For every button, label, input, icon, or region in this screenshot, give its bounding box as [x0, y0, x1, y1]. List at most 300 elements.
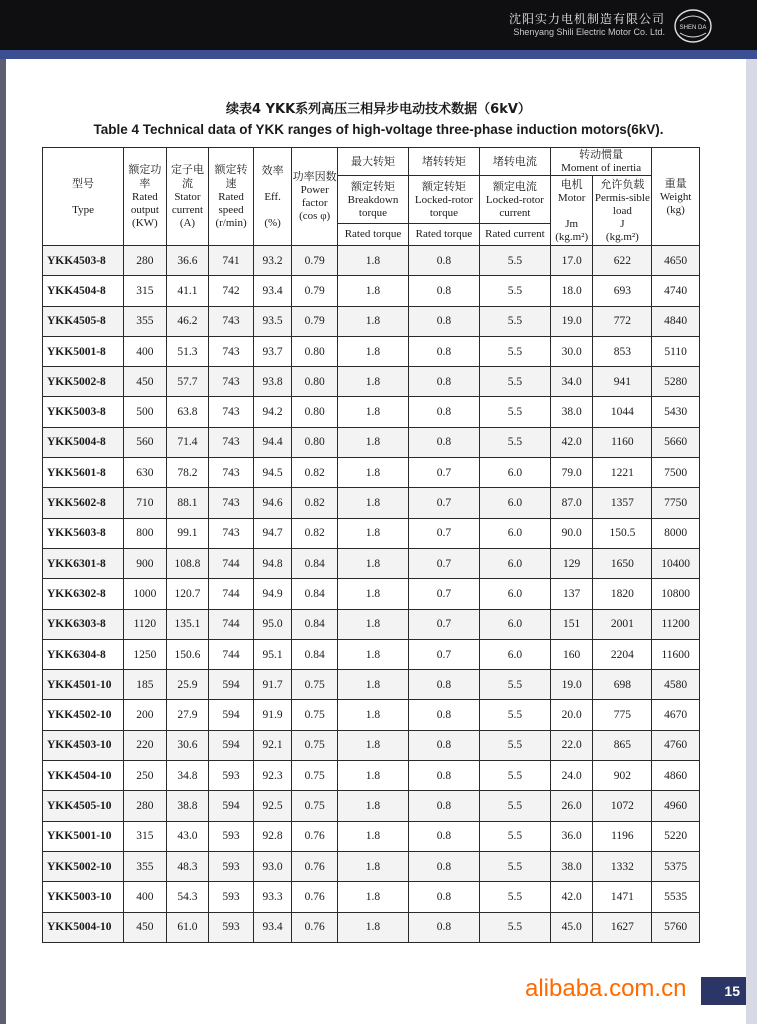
data-cell: 22.0	[550, 730, 593, 760]
data-cell: 34.8	[166, 761, 209, 791]
model-cell: YKK5001-10	[43, 821, 124, 851]
data-cell: 92.1	[253, 730, 292, 760]
data-cell: 150.6	[166, 639, 209, 669]
header-locked-current-cn: 堵转电流	[479, 148, 550, 176]
table-row	[43, 367, 700, 397]
data-cell: 1.8	[337, 336, 408, 366]
data-cell: 0.8	[408, 730, 479, 760]
data-cell: 93.0	[253, 851, 292, 881]
data-cell: 1650	[593, 548, 652, 578]
model-cell: YKK5004-8	[43, 427, 124, 457]
data-cell: 0.8	[408, 912, 479, 942]
model-cell: YKK5003-10	[43, 882, 124, 912]
data-cell: 743	[209, 427, 254, 457]
data-cell: 1.8	[337, 579, 408, 609]
data-cell: 129	[550, 548, 593, 578]
data-cell: 30.0	[550, 336, 593, 366]
data-cell: 450	[124, 367, 167, 397]
data-cell: 698	[593, 670, 652, 700]
data-cell: 93.4	[253, 276, 292, 306]
data-cell: 19.0	[550, 306, 593, 336]
data-cell: 0.7	[408, 548, 479, 578]
model-cell: YKK6304-8	[43, 639, 124, 669]
data-cell: 4860	[652, 761, 700, 791]
data-cell: 902	[593, 761, 652, 791]
header-accent-strip	[0, 50, 757, 59]
data-cell: 0.80	[292, 367, 338, 397]
data-cell: 4670	[652, 700, 700, 730]
data-cell: 0.8	[408, 791, 479, 821]
data-cell: 0.8	[408, 761, 479, 791]
data-cell: 5.5	[479, 306, 550, 336]
model-cell: YKK4503-10	[43, 730, 124, 760]
data-cell: 0.82	[292, 458, 338, 488]
data-cell: 0.76	[292, 882, 338, 912]
data-cell: 0.76	[292, 912, 338, 942]
data-cell: 593	[209, 761, 254, 791]
page-number: 15	[701, 977, 746, 1005]
header-speed: 额定转速 Rated speed (r/min)	[209, 148, 254, 246]
model-cell: YKK4504-8	[43, 276, 124, 306]
data-cell: 1044	[593, 397, 652, 427]
data-cell: 593	[209, 882, 254, 912]
data-cell: 593	[209, 912, 254, 942]
data-cell: 1.8	[337, 397, 408, 427]
data-cell: 137	[550, 579, 593, 609]
data-cell: 93.2	[253, 246, 292, 276]
data-cell: 5660	[652, 427, 700, 457]
table-row	[43, 851, 700, 881]
model-cell: YKK5601-8	[43, 458, 124, 488]
data-cell: 120.7	[166, 579, 209, 609]
data-cell: 5.5	[479, 670, 550, 700]
data-cell: 7750	[652, 488, 700, 518]
data-cell: 693	[593, 276, 652, 306]
data-cell: 1.8	[337, 639, 408, 669]
data-cell: 108.8	[166, 548, 209, 578]
data-cell: 42.0	[550, 427, 593, 457]
data-cell: 0.8	[408, 670, 479, 700]
data-cell: 5760	[652, 912, 700, 942]
table-row	[43, 246, 700, 276]
data-cell: 941	[593, 367, 652, 397]
right-edge-strip	[746, 59, 757, 1024]
data-cell: 93.5	[253, 306, 292, 336]
data-cell: 5.5	[479, 882, 550, 912]
table-title-cn: 续表4 YKK系列高压三相异步电动技术数据（6kV）	[226, 102, 531, 117]
data-cell: 94.6	[253, 488, 292, 518]
data-cell: 54.3	[166, 882, 209, 912]
data-cell: 0.8	[408, 882, 479, 912]
data-cell: 94.8	[253, 548, 292, 578]
data-cell: 0.75	[292, 700, 338, 730]
data-cell: 0.79	[292, 306, 338, 336]
table-row	[43, 761, 700, 791]
data-cell: 1.8	[337, 458, 408, 488]
data-cell: 92.5	[253, 791, 292, 821]
data-cell: 11200	[652, 609, 700, 639]
data-cell: 7500	[652, 458, 700, 488]
header-rated-current: Rated current	[479, 224, 550, 246]
data-cell: 94.5	[253, 458, 292, 488]
data-cell: 800	[124, 518, 167, 548]
model-cell: YKK5603-8	[43, 518, 124, 548]
header-locked-torque: 额定转矩 Locked-rotor torque	[408, 176, 479, 224]
data-cell: 593	[209, 851, 254, 881]
data-cell: 280	[124, 791, 167, 821]
data-cell: 57.7	[166, 367, 209, 397]
header-type: 型号 Type	[43, 148, 124, 246]
data-cell: 79.0	[550, 458, 593, 488]
data-cell: 315	[124, 276, 167, 306]
data-cell: 0.7	[408, 518, 479, 548]
data-cell: 6.0	[479, 458, 550, 488]
data-cell: 27.9	[166, 700, 209, 730]
model-cell: YKK4505-10	[43, 791, 124, 821]
left-edge-strip	[0, 59, 6, 1024]
data-cell: 5.5	[479, 791, 550, 821]
data-cell: 87.0	[550, 488, 593, 518]
model-cell: YKK4504-10	[43, 761, 124, 791]
data-cell: 0.79	[292, 246, 338, 276]
data-cell: 6.0	[479, 609, 550, 639]
data-cell: 5.5	[479, 730, 550, 760]
data-cell: 0.76	[292, 851, 338, 881]
data-cell: 5280	[652, 367, 700, 397]
data-cell: 1.8	[337, 246, 408, 276]
header-rated-torque-1: Rated torque	[337, 224, 408, 246]
data-cell: 30.6	[166, 730, 209, 760]
data-cell: 94.7	[253, 518, 292, 548]
data-cell: 41.1	[166, 276, 209, 306]
data-cell: 63.8	[166, 397, 209, 427]
data-cell: 1.8	[337, 700, 408, 730]
data-cell: 0.76	[292, 821, 338, 851]
data-cell: 38.0	[550, 397, 593, 427]
data-cell: 4650	[652, 246, 700, 276]
data-cell: 6.0	[479, 639, 550, 669]
data-cell: 220	[124, 730, 167, 760]
data-cell: 1.8	[337, 306, 408, 336]
data-cell: 0.75	[292, 791, 338, 821]
data-cell: 4760	[652, 730, 700, 760]
data-cell: 1.8	[337, 821, 408, 851]
data-cell: 0.75	[292, 730, 338, 760]
data-cell: 2001	[593, 609, 652, 639]
data-cell: 743	[209, 458, 254, 488]
data-cell: 0.80	[292, 397, 338, 427]
table-body	[43, 246, 700, 943]
data-cell: 5.5	[479, 397, 550, 427]
data-cell: 6.0	[479, 488, 550, 518]
data-cell: 19.0	[550, 670, 593, 700]
watermark: alibaba.com.cn	[525, 975, 687, 1002]
company-block	[509, 12, 665, 38]
table-row	[43, 639, 700, 669]
table-row	[43, 609, 700, 639]
data-cell: 1160	[593, 427, 652, 457]
data-cell: 160	[550, 639, 593, 669]
data-cell: 5220	[652, 821, 700, 851]
data-cell: 10400	[652, 548, 700, 578]
data-cell: 772	[593, 306, 652, 336]
data-cell: 744	[209, 639, 254, 669]
data-cell: 135.1	[166, 609, 209, 639]
data-cell: 0.8	[408, 276, 479, 306]
header-motor-inertia: 电机 Motor Jm (kg.m²)	[550, 176, 593, 246]
data-cell: 5.5	[479, 367, 550, 397]
data-cell: 1.8	[337, 427, 408, 457]
data-cell: 710	[124, 488, 167, 518]
data-cell: 0.8	[408, 306, 479, 336]
data-cell: 5.5	[479, 700, 550, 730]
data-cell: 1000	[124, 579, 167, 609]
data-cell: 0.8	[408, 367, 479, 397]
data-cell: 315	[124, 821, 167, 851]
data-cell: 6.0	[479, 518, 550, 548]
data-cell: 1250	[124, 639, 167, 669]
company-name-en: Shenyang Shili Electric Motor Co. Ltd.	[513, 27, 665, 37]
data-cell: 20.0	[550, 700, 593, 730]
data-cell: 5.5	[479, 761, 550, 791]
model-cell: YKK5002-10	[43, 851, 124, 881]
data-cell: 1.8	[337, 912, 408, 942]
data-cell: 0.84	[292, 639, 338, 669]
header-locked-torque-cn: 堵转转矩	[408, 148, 479, 176]
data-cell: 185	[124, 670, 167, 700]
data-cell: 743	[209, 518, 254, 548]
data-cell: 48.3	[166, 851, 209, 881]
data-cell: 10800	[652, 579, 700, 609]
data-cell: 594	[209, 791, 254, 821]
data-cell: 1471	[593, 882, 652, 912]
table-row	[43, 397, 700, 427]
data-cell: 4840	[652, 306, 700, 336]
data-cell: 0.7	[408, 488, 479, 518]
model-cell: YKK4501-10	[43, 670, 124, 700]
data-cell: 0.79	[292, 276, 338, 306]
data-cell: 93.8	[253, 367, 292, 397]
table-row	[43, 276, 700, 306]
data-cell: 900	[124, 548, 167, 578]
data-cell: 743	[209, 488, 254, 518]
data-cell: 93.4	[253, 912, 292, 942]
data-cell: 280	[124, 246, 167, 276]
data-cell: 775	[593, 700, 652, 730]
data-cell: 594	[209, 730, 254, 760]
model-cell: YKK4502-10	[43, 700, 124, 730]
data-cell: 2204	[593, 639, 652, 669]
data-cell: 92.3	[253, 761, 292, 791]
model-cell: YKK4503-8	[43, 246, 124, 276]
data-cell: 94.9	[253, 579, 292, 609]
data-cell: 743	[209, 336, 254, 366]
company-name-cn: 沈阳实力电机制造有限公司	[508, 12, 665, 26]
table-row	[43, 548, 700, 578]
data-cell: 95.0	[253, 609, 292, 639]
data-cell: 90.0	[550, 518, 593, 548]
data-cell: 0.84	[292, 579, 338, 609]
data-cell: 18.0	[550, 276, 593, 306]
data-cell: 741	[209, 246, 254, 276]
data-cell: 91.9	[253, 700, 292, 730]
table-row	[43, 579, 700, 609]
data-cell: 51.3	[166, 336, 209, 366]
data-cell: 88.1	[166, 488, 209, 518]
model-cell: YKK5003-8	[43, 397, 124, 427]
company-logo-icon	[673, 7, 713, 45]
model-cell: YKK6301-8	[43, 548, 124, 578]
data-cell: 6.0	[479, 548, 550, 578]
data-cell: 865	[593, 730, 652, 760]
data-cell: 43.0	[166, 821, 209, 851]
table-row	[43, 791, 700, 821]
data-cell: 1332	[593, 851, 652, 881]
data-cell: 95.1	[253, 639, 292, 669]
header-load-inertia: 允许负载 Permis-sible load J (kg.m²)	[593, 176, 652, 246]
data-cell: 0.8	[408, 336, 479, 366]
data-cell: 1.8	[337, 276, 408, 306]
data-cell: 743	[209, 397, 254, 427]
table-row	[43, 912, 700, 942]
data-cell: 36.6	[166, 246, 209, 276]
data-cell: 0.8	[408, 700, 479, 730]
data-cell: 11600	[652, 639, 700, 669]
data-cell: 0.80	[292, 336, 338, 366]
header-current: 定子电流 Stator current (A)	[166, 148, 209, 246]
data-cell: 94.2	[253, 397, 292, 427]
data-cell: 4960	[652, 791, 700, 821]
header-output: 额定功率 Rated output (KW)	[124, 148, 167, 246]
header-breakdown-torque-cn: 最大转矩	[337, 148, 408, 176]
data-cell: 93.7	[253, 336, 292, 366]
data-cell: 743	[209, 367, 254, 397]
header-breakdown-torque: 额定转矩 Breakdown torque	[337, 176, 408, 224]
data-cell: 0.8	[408, 427, 479, 457]
data-cell: 71.4	[166, 427, 209, 457]
data-cell: 200	[124, 700, 167, 730]
data-cell: 92.8	[253, 821, 292, 851]
data-cell: 5.5	[479, 336, 550, 366]
data-cell: 593	[209, 821, 254, 851]
data-cell: 1221	[593, 458, 652, 488]
data-cell: 622	[593, 246, 652, 276]
header-power-factor: 功率因数 Power factor (cos φ)	[292, 148, 338, 246]
data-cell: 8000	[652, 518, 700, 548]
data-cell: 0.84	[292, 609, 338, 639]
data-cell: 5.5	[479, 821, 550, 851]
data-cell: 0.82	[292, 518, 338, 548]
model-cell: YKK5004-10	[43, 912, 124, 942]
data-cell: 0.84	[292, 548, 338, 578]
data-cell: 0.8	[408, 246, 479, 276]
data-cell: 0.7	[408, 458, 479, 488]
data-cell: 45.0	[550, 912, 593, 942]
data-cell: 1627	[593, 912, 652, 942]
data-cell: 744	[209, 548, 254, 578]
data-cell: 1.8	[337, 670, 408, 700]
data-cell: 1.8	[337, 851, 408, 881]
model-cell: YKK6302-8	[43, 579, 124, 609]
table-row	[43, 518, 700, 548]
data-cell: 34.0	[550, 367, 593, 397]
data-cell: 1.8	[337, 730, 408, 760]
data-cell: 742	[209, 276, 254, 306]
data-cell: 0.7	[408, 579, 479, 609]
data-cell: 744	[209, 609, 254, 639]
model-cell: YKK5602-8	[43, 488, 124, 518]
header-efficiency: 效率 Eff. (%)	[253, 148, 292, 246]
data-cell: 0.82	[292, 488, 338, 518]
data-cell: 78.2	[166, 458, 209, 488]
data-cell: 25.9	[166, 670, 209, 700]
data-cell: 744	[209, 579, 254, 609]
table-row	[43, 488, 700, 518]
logo-text: SHEN DA	[679, 25, 707, 31]
data-cell: 0.8	[408, 851, 479, 881]
data-cell: 93.3	[253, 882, 292, 912]
data-cell: 26.0	[550, 791, 593, 821]
header-moment-of-inertia: 转动惯量 Moment of inertia	[550, 148, 651, 176]
data-cell: 743	[209, 306, 254, 336]
data-cell: 1072	[593, 791, 652, 821]
data-cell: 450	[124, 912, 167, 942]
data-cell: 61.0	[166, 912, 209, 942]
data-cell: 4740	[652, 276, 700, 306]
data-cell: 38.8	[166, 791, 209, 821]
data-cell: 1.8	[337, 761, 408, 791]
data-cell: 91.7	[253, 670, 292, 700]
data-cell: 630	[124, 458, 167, 488]
data-cell: 0.80	[292, 427, 338, 457]
table-row	[43, 458, 700, 488]
data-cell: 5430	[652, 397, 700, 427]
data-cell: 250	[124, 761, 167, 791]
data-cell: 0.7	[408, 609, 479, 639]
data-cell: 1.8	[337, 609, 408, 639]
data-cell: 24.0	[550, 761, 593, 791]
data-cell: 0.8	[408, 397, 479, 427]
data-cell: 594	[209, 700, 254, 730]
header-bar	[0, 0, 757, 50]
data-cell: 5.5	[479, 276, 550, 306]
table-row	[43, 730, 700, 760]
data-cell: 400	[124, 336, 167, 366]
data-cell: 6.0	[479, 579, 550, 609]
table-row	[43, 427, 700, 457]
model-cell: YKK5001-8	[43, 336, 124, 366]
data-cell: 1.8	[337, 882, 408, 912]
header-locked-current: 额定电流 Locked-rotor current	[479, 176, 550, 224]
data-cell: 1196	[593, 821, 652, 851]
table-row	[43, 336, 700, 366]
data-cell: 1357	[593, 488, 652, 518]
data-cell: 594	[209, 670, 254, 700]
data-cell: 0.7	[408, 639, 479, 669]
data-cell: 5535	[652, 882, 700, 912]
data-cell: 0.75	[292, 670, 338, 700]
table-title-block	[0, 102, 757, 140]
model-cell: YKK5002-8	[43, 367, 124, 397]
data-cell: 0.75	[292, 761, 338, 791]
data-cell: 99.1	[166, 518, 209, 548]
data-cell: 1.8	[337, 367, 408, 397]
data-cell: 42.0	[550, 882, 593, 912]
table-row	[43, 882, 700, 912]
data-cell: 355	[124, 851, 167, 881]
data-cell: 5.5	[479, 427, 550, 457]
data-cell: 94.4	[253, 427, 292, 457]
